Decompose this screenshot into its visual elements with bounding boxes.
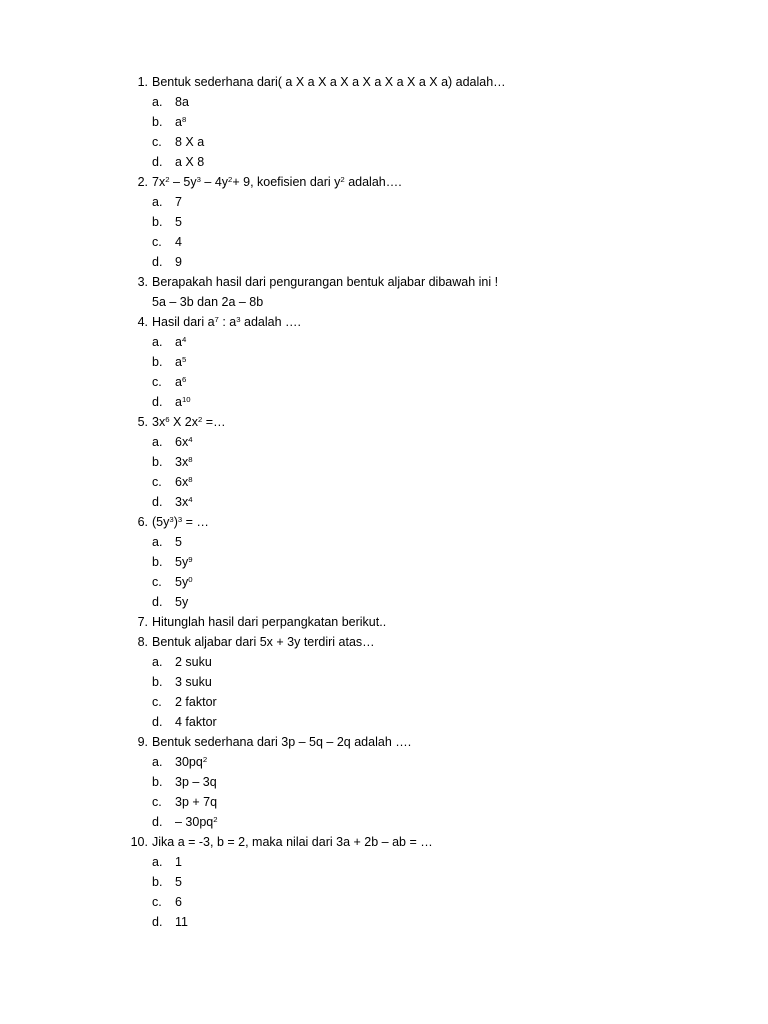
option-letter: a. (152, 655, 163, 669)
question-text: $3x^6$ X $2x^2$ =… (152, 414, 226, 429)
option-text: 8a (175, 95, 189, 109)
option-text: $30pq^2$ (175, 754, 208, 769)
option-letter: d. (152, 395, 163, 409)
option-text: $6x^4$ (175, 434, 193, 449)
question-number: 7. (137, 615, 148, 629)
option-text: $3x^4$ (175, 494, 193, 509)
option-text: $a^5$ (175, 354, 187, 369)
option-text: 5 (175, 535, 182, 549)
option-text: 3p + 7q (175, 795, 218, 809)
question-number: 4. (137, 315, 148, 329)
question-text: $7x^2 - 5y^3 - 4y^2+ 9$, koefisien dari $y^2$ adalah…. (152, 174, 402, 189)
question-number: 6. (137, 515, 148, 529)
option-letter: b. (152, 215, 163, 229)
option-text: $3x^8$ (175, 454, 193, 469)
question-text: Hitunglah hasil dari perpangkatan berikut.. (152, 615, 387, 629)
option-letter: b. (152, 675, 163, 689)
question-text: Bentuk aljabar dari 5x + 3y terdiri atas… (152, 635, 375, 649)
option-letter: a. (152, 195, 163, 209)
option-text: $a^6$ (175, 374, 187, 389)
option-text: 4 faktor (175, 715, 217, 729)
option-letter: d. (152, 255, 163, 269)
option-text: 1 (175, 855, 182, 869)
option-letter: b. (152, 115, 163, 129)
option-letter: a. (152, 535, 163, 549)
option-letter: c. (152, 475, 162, 489)
question-number: 9. (137, 735, 148, 749)
option-text: 2 suku (175, 655, 212, 669)
question-number: 8. (137, 635, 148, 649)
question-text: Jika a = -3, b = 2, maka nilai dari 3a + 2b – ab = … (152, 835, 433, 849)
question-number: 1. (137, 75, 148, 89)
option-letter: d. (152, 155, 163, 169)
option-letter: d. (152, 715, 163, 729)
option-text: $6x^8$ (175, 474, 193, 489)
option-letter: b. (152, 875, 163, 889)
question-text: Hasil dari $a^7$ : $a^3$ adalah …. (152, 314, 301, 329)
option-letter: c. (152, 235, 162, 249)
option-letter: c. (152, 575, 162, 589)
option-letter: a. (152, 755, 163, 769)
option-text: $a^{10}$ (175, 394, 191, 409)
option-letter: c. (152, 695, 162, 709)
option-text: 7 (175, 195, 182, 209)
option-letter: d. (152, 495, 163, 509)
question-number: 3. (137, 275, 148, 289)
option-letter: b. (152, 555, 163, 569)
option-text: 5 (175, 875, 182, 889)
question-text: Bentuk sederhana dari( a X a X a X a X a X a X a X a) adalah… (152, 75, 506, 89)
option-text: a X 8 (175, 155, 205, 169)
option-text: 11 (175, 915, 188, 929)
question-text: Berapakah hasil dari pengurangan bentuk aljabar dibawah ini ! (152, 275, 499, 289)
option-text: 5y (175, 595, 189, 609)
question-text: $(5y^3)^3$ = … (152, 514, 209, 529)
option-text: 9 (175, 255, 182, 269)
option-letter: c. (152, 795, 162, 809)
option-letter: d. (152, 815, 163, 829)
option-text: 4 (175, 235, 182, 249)
option-letter: c. (152, 135, 162, 149)
option-letter: c. (152, 895, 162, 909)
option-text: 5 (175, 215, 182, 229)
question-text: Bentuk sederhana dari 3p – 5q – 2q adalah …. (152, 735, 412, 749)
option-letter: b. (152, 455, 163, 469)
option-letter: a. (152, 435, 163, 449)
option-text: 3 suku (175, 675, 212, 689)
option-text: $5y^0$ (175, 574, 193, 589)
option-letter: a. (152, 95, 163, 109)
option-letter: b. (152, 355, 163, 369)
option-letter: a. (152, 335, 163, 349)
option-letter: c. (152, 375, 162, 389)
question-number: 5. (137, 415, 148, 429)
option-letter: d. (152, 595, 163, 609)
option-text: 2 faktor (175, 695, 217, 709)
option-text: $5y^9$ (175, 554, 193, 569)
option-text: $a^4$ (175, 334, 187, 349)
option-letter: d. (152, 915, 163, 929)
option-letter: a. (152, 855, 163, 869)
question-number: 2. (137, 175, 148, 189)
question-number: 10. (130, 835, 148, 849)
option-text: 8 X a (175, 135, 205, 149)
option-text: – $30pq^2$ (175, 814, 218, 829)
option-letter: b. (152, 775, 163, 789)
option-text: $a^8$ (175, 114, 187, 129)
expression-text: 5a – 3b dan 2a – 8b (152, 295, 264, 309)
option-text: 6 (175, 895, 182, 909)
option-text: 3p – 3q (175, 775, 217, 789)
